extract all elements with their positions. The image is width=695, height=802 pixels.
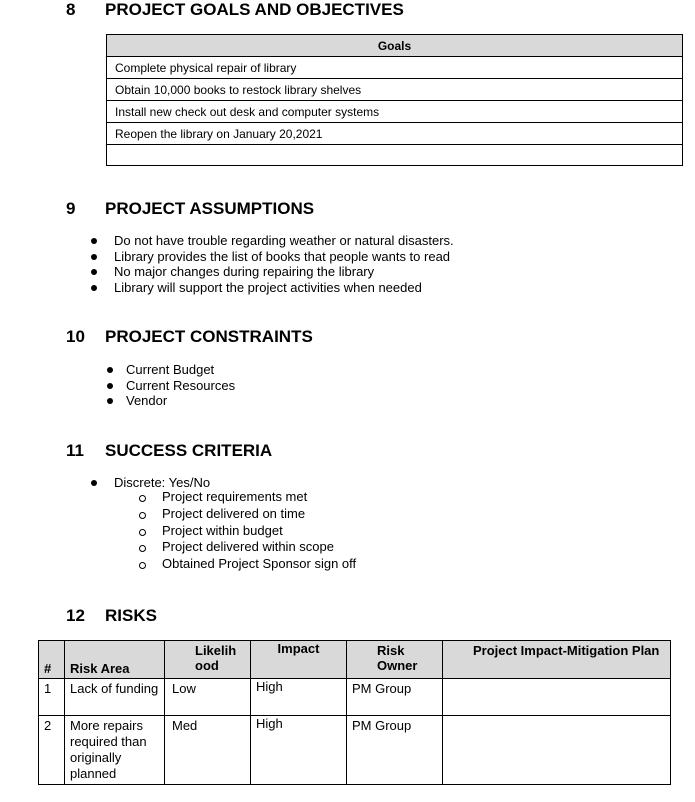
section-heading-assumptions <box>66 199 314 219</box>
list-item <box>114 264 454 280</box>
risks-table <box>38 640 671 785</box>
risk-owner: PM Group <box>347 679 443 716</box>
section-heading-risks <box>66 606 157 626</box>
table-row <box>39 679 671 716</box>
risk-area: Lack of funding <box>65 679 165 716</box>
sublist-item-text: Project within budget <box>162 522 283 538</box>
goals-table <box>106 34 683 166</box>
section-title: RISKS <box>105 606 157 625</box>
risk-area: More repairs required than originally planned <box>65 716 165 785</box>
list-item-text: No major changes during repairing the library <box>114 264 375 279</box>
section-title: PROJECT ASSUMPTIONS <box>105 199 315 218</box>
circle-bullet-icon <box>139 512 146 519</box>
bullet-icon <box>91 480 97 486</box>
list-item-text: Library will support the project activities when needed <box>114 279 422 295</box>
section-title: PROJECT CONSTRAINTS <box>105 327 313 346</box>
section-heading-constraints <box>66 327 313 347</box>
table-row <box>39 716 671 785</box>
list-item-text: Discrete: Yes/No <box>114 475 211 490</box>
section-title: SUCCESS CRITERIA <box>105 441 273 460</box>
sublist-item <box>162 539 356 556</box>
risk-num: 1 <box>39 679 65 716</box>
sublist-item-text: Obtained Project Sponsor sign off <box>162 556 357 572</box>
section-number: 8 <box>66 0 76 19</box>
goal-cell: Complete physical repair of library <box>107 57 683 79</box>
sublist-item-text: Project delivered within scope <box>162 539 334 555</box>
list-item-text: Current Resources <box>126 377 236 393</box>
list-item-text: Vendor <box>126 393 168 408</box>
risk-owner: PM Group <box>347 716 443 785</box>
sublist-item-text: Project requirements met <box>162 489 308 504</box>
sublist-item <box>162 556 356 573</box>
section-number: 12 <box>66 606 85 625</box>
bullet-icon <box>107 383 113 389</box>
sublist-item <box>162 506 356 523</box>
circle-bullet-icon <box>139 545 146 552</box>
goal-cell: Install new check out desk and computer systems <box>107 101 683 123</box>
risk-likelihood: Low <box>165 679 251 716</box>
section-number: 10 <box>66 327 85 346</box>
bullet-icon <box>91 285 97 291</box>
list-item <box>114 233 454 249</box>
goal-cell: Obtain 10,000 books to restock library shelves <box>107 79 683 101</box>
header-risk-owner: Risk Owner <box>347 641 443 679</box>
header-num: # <box>39 641 65 679</box>
goal-cell: Reopen the library on January 20,2021 <box>107 123 683 145</box>
list-item <box>126 362 235 378</box>
goals-header: Goals <box>107 35 683 57</box>
list-item <box>126 378 235 394</box>
bullet-icon <box>91 254 97 260</box>
section-title: PROJECT GOALS AND OBJECTIVES <box>105 0 404 19</box>
list-item-text: Current Budget <box>126 362 215 377</box>
section-number: 9 <box>66 199 76 218</box>
bullet-icon <box>107 367 113 373</box>
bullet-icon <box>107 398 113 404</box>
header-impact: Impact <box>251 641 347 679</box>
header-mitigation-plan: Project Impact-Mitigation Plan <box>443 641 671 679</box>
constraints-list <box>126 362 235 409</box>
risk-impact: High <box>251 679 347 716</box>
list-item <box>126 393 235 409</box>
list-item <box>114 249 454 265</box>
list-item-text: Do not have trouble regarding weather or natural disasters. <box>114 233 454 248</box>
section-heading-success-criteria <box>66 441 272 461</box>
circle-bullet-icon <box>139 495 146 502</box>
circle-bullet-icon <box>139 562 146 569</box>
risk-impact: High <box>251 716 347 785</box>
bullet-icon <box>91 269 97 275</box>
bullet-icon <box>91 238 97 244</box>
sublist-item-text: Project delivered on time <box>162 505 306 521</box>
header-risk-area: Risk Area <box>65 641 165 679</box>
risk-num: 2 <box>39 716 65 785</box>
list-item-text: Library provides the list of books that people wants to read <box>114 248 451 264</box>
header-likelihood: Likelih ood <box>165 641 251 679</box>
risk-likelihood: Med <box>165 716 251 785</box>
sublist-item <box>162 523 356 540</box>
assumptions-list <box>114 233 454 295</box>
risk-plan <box>443 679 671 716</box>
circle-bullet-icon <box>139 529 146 536</box>
list-item <box>114 280 454 296</box>
risk-plan <box>443 716 671 785</box>
success-criteria-sublist <box>162 489 356 573</box>
goal-cell-empty <box>107 145 683 166</box>
sublist-item <box>162 489 356 506</box>
section-heading-goals <box>66 0 404 20</box>
section-number: 11 <box>66 441 84 460</box>
